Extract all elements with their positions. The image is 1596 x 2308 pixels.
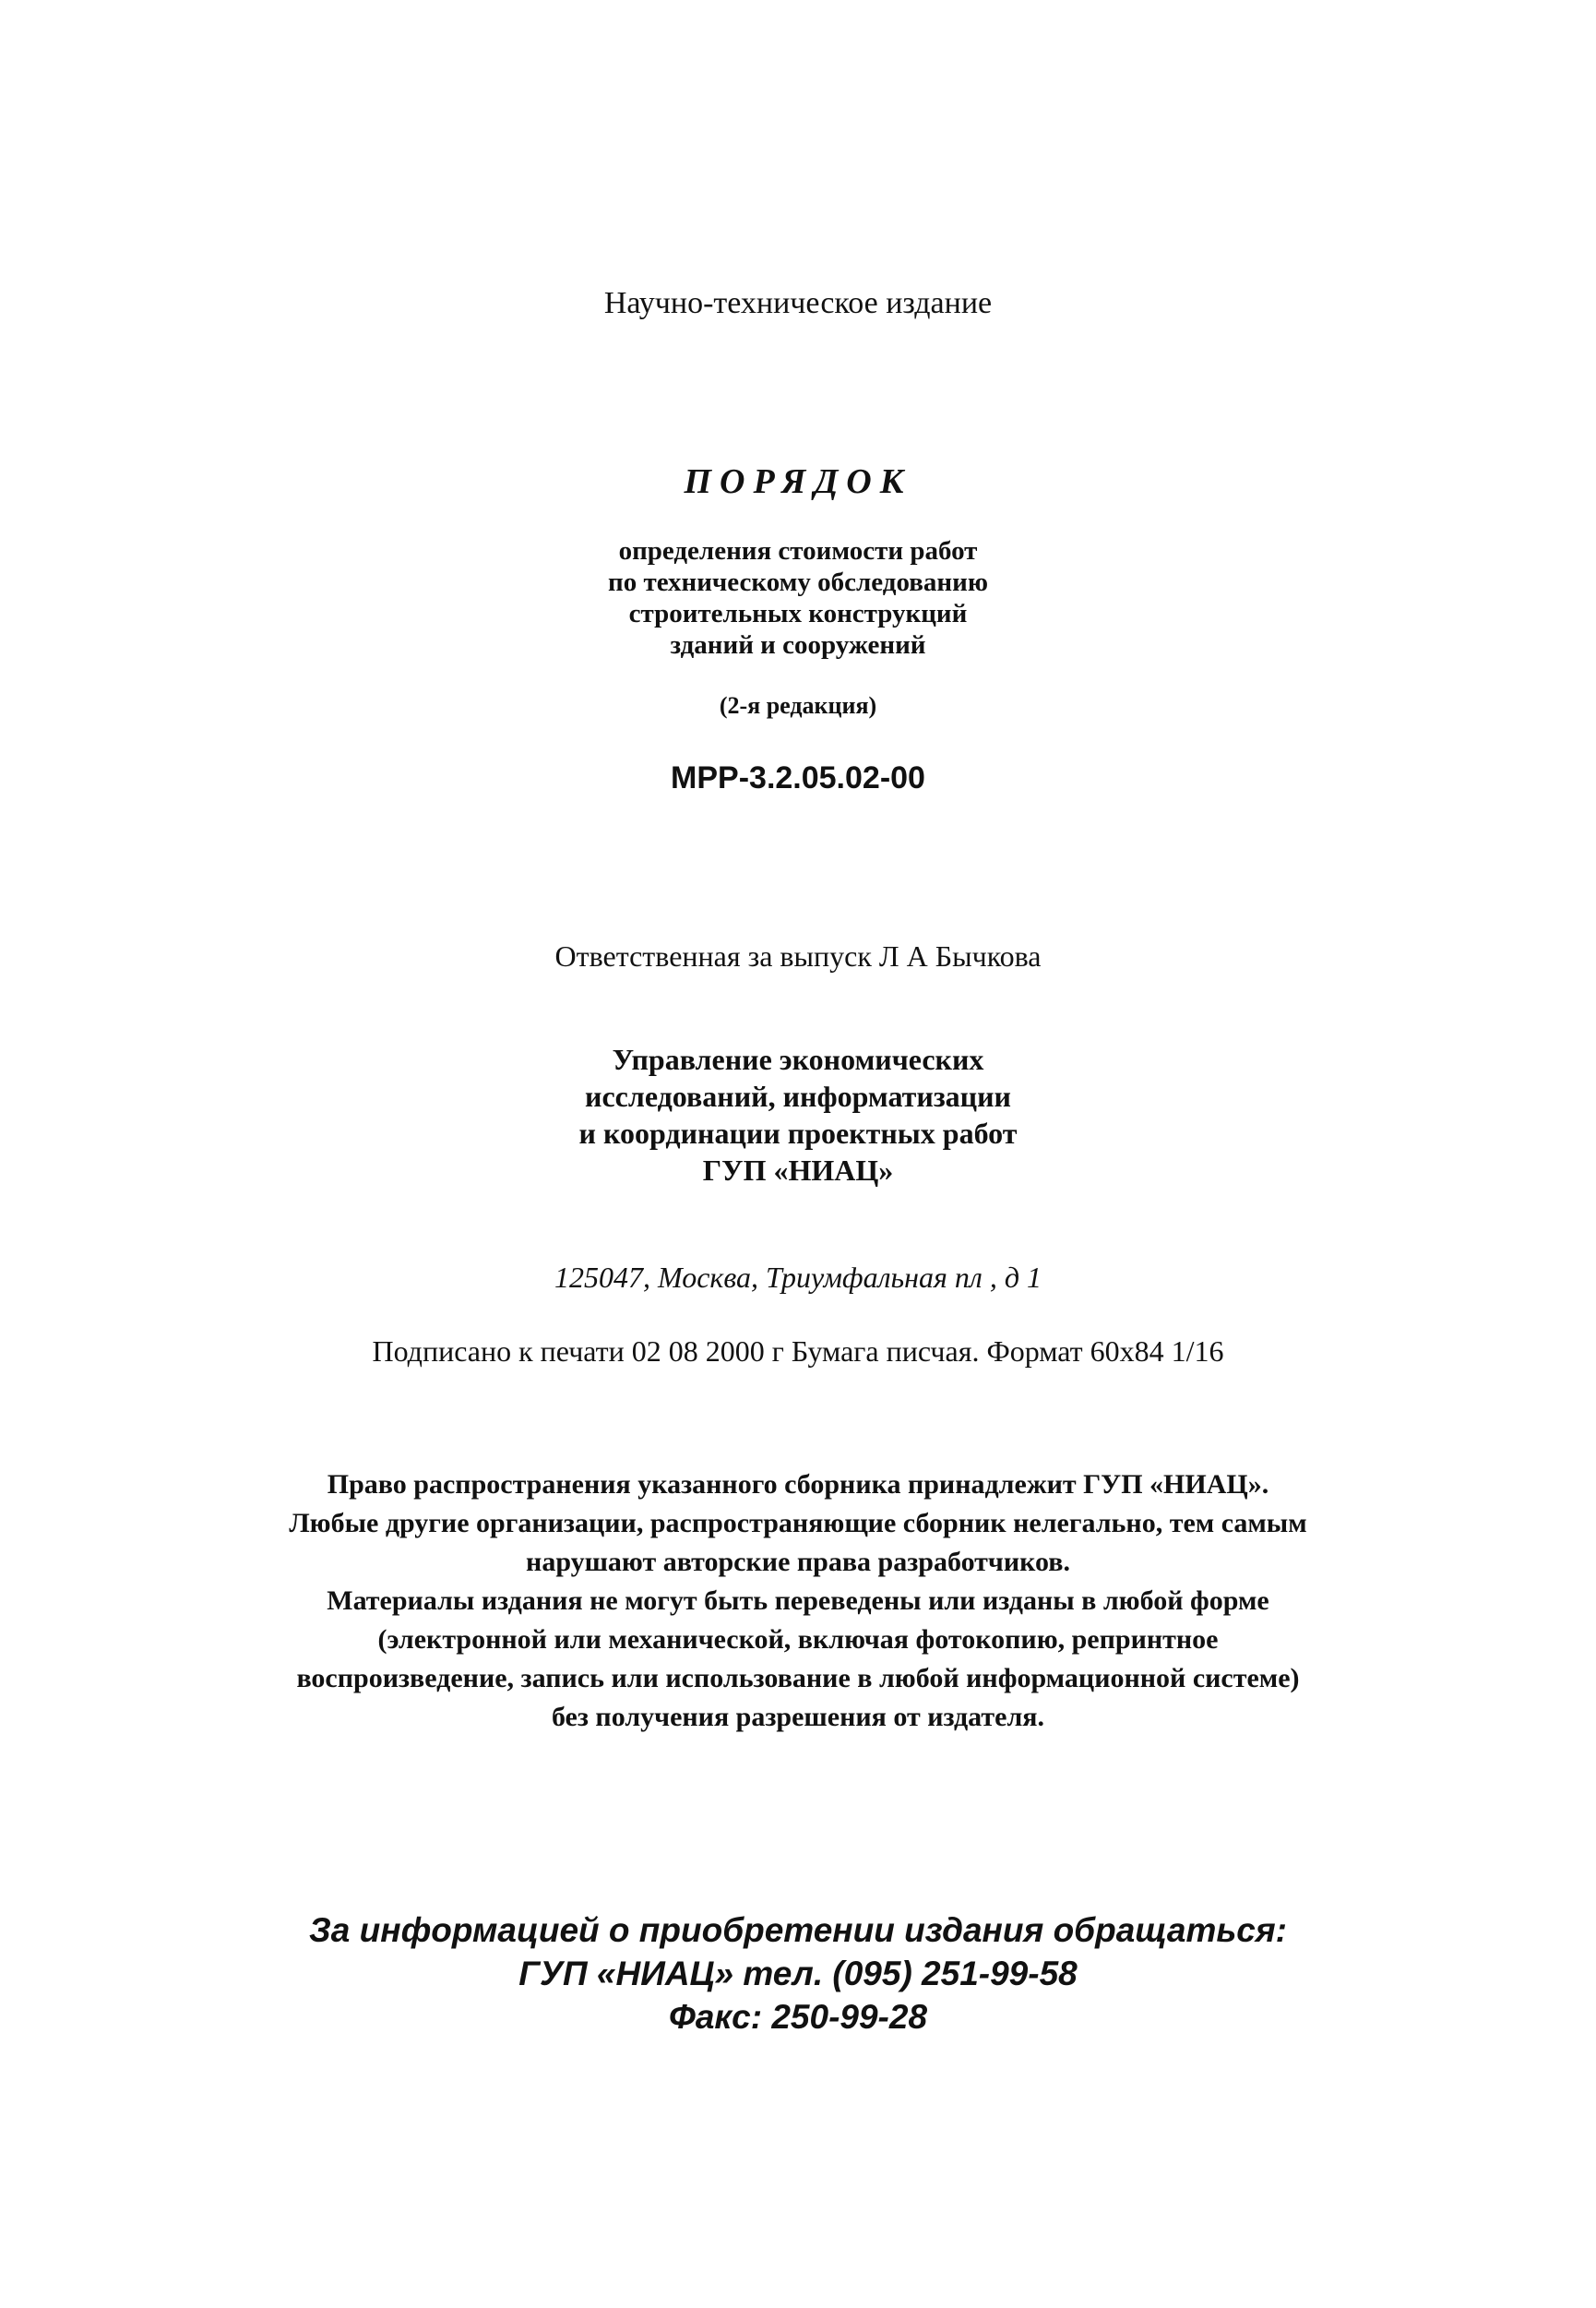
edition-type: Научно-техническое издание — [603, 286, 993, 320]
subtitle-line: строительных конструкций — [628, 599, 968, 628]
document-subtitle — [0, 535, 1596, 661]
copyright-line: Материалы издания не могут быть переведены или изданы в любой форме — [327, 1585, 1269, 1616]
contact-line: Факс: 250-99-28 — [668, 1998, 928, 2036]
copyright-line: Любые другие организации, распространяющие сборник нелегально, тем самым — [289, 1508, 1307, 1538]
copyright-line: воспроизведение, запись или использование в любой информационной системе) — [296, 1663, 1300, 1693]
publisher-line: ГУП «НИАЦ» — [702, 1154, 894, 1187]
subtitle-line: зданий и сооружений — [670, 630, 926, 660]
contact-info — [0, 1908, 1596, 2039]
subtitle-line: определения стоимости работ — [618, 536, 978, 566]
edition-note: (2-я редакция) — [719, 692, 877, 719]
copyright-line: без получения разрешения от издателя. — [551, 1702, 1045, 1732]
responsible-editor: Ответственная за выпуск Л А Бычкова — [554, 939, 1042, 973]
document-code: МРР-3.2.05.02-00 — [671, 760, 925, 795]
print-info: Подписано к печати 02 08 2000 г Бумага писчая. Формат 60x84 1/16 — [372, 1334, 1224, 1368]
publisher-line: Управление экономических — [612, 1043, 984, 1076]
publisher-line: исследований, информатизации — [585, 1080, 1011, 1113]
contact-line: ГУП «НИАЦ» тел. (095) 251-99-58 — [518, 1955, 1078, 1992]
copyright-line: Право распространения указанного сборника принадлежит ГУП «НИАЦ». — [327, 1469, 1269, 1500]
copyright-notice — [0, 1465, 1596, 1737]
contact-line: За информацией о приобретении издания обращаться: — [308, 1911, 1287, 1949]
document-title: ПОРЯДОК — [684, 462, 912, 501]
copyright-line: (электронной или механической, включая фотокопию, репринтное — [377, 1624, 1219, 1655]
copyright-line: нарушают авторские права разработчиков. — [526, 1547, 1070, 1577]
publisher-block — [0, 1041, 1596, 1189]
publisher-line: и координации проектных работ — [578, 1117, 1018, 1150]
subtitle-line: по техническому обследованию — [608, 568, 988, 597]
publisher-address: 125047, Москва, Триумфальная пл , д 1 — [554, 1261, 1042, 1294]
